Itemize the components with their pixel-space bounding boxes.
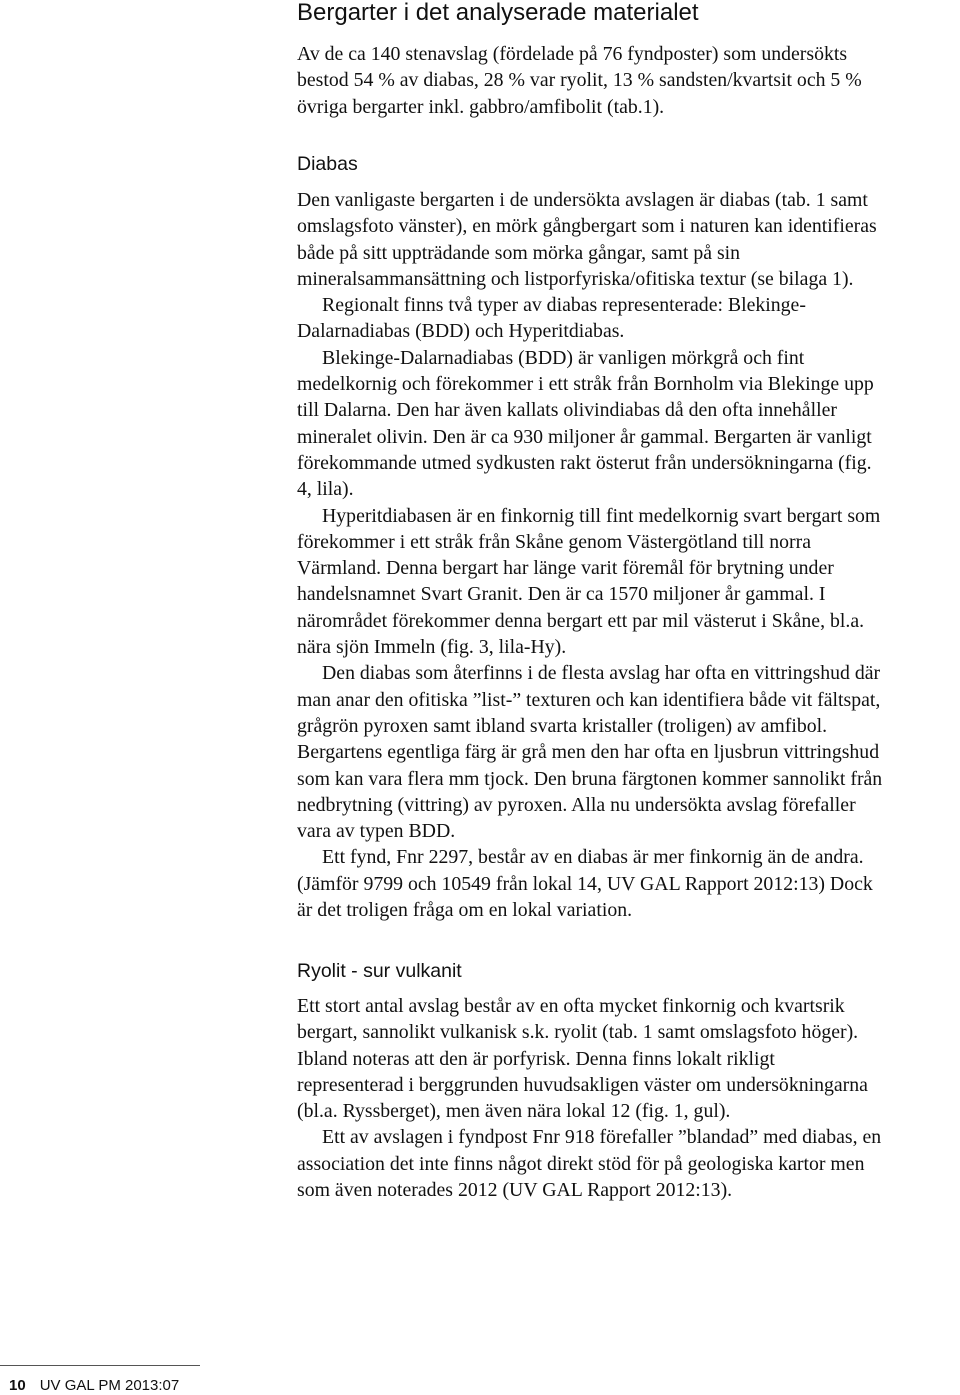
text-line: förekommer i ett stråk från Skåne genom Västergötland till norra — [297, 530, 811, 553]
page-heading: Bergarter i det analyserade materialet — [297, 0, 699, 26]
text-line: mineralsammansättning och listporfyriska/ofitiska textur (se bilaga 1). — [297, 267, 854, 290]
page-footer — [9, 1377, 179, 1395]
section-body-ryolit — [297, 993, 960, 1203]
text-line: förekommande utmed sydkusten rakt österut från undersökningarna (fig. — [297, 451, 872, 474]
text-line: som även noterades 2012 (UV GAL Rapport 2012:13). — [297, 1179, 733, 1202]
text-line: Regionalt finns två typer av diabas representerade: Blekinge- — [322, 294, 806, 317]
text-line: Ett stort antal avslag består av en ofta mycket finkornig och kvartsrik — [297, 995, 845, 1017]
text-line: till Dalarna. Den har även kallats olivindiabas då den ofta innehåller — [297, 399, 837, 422]
text-line: bestod 54 % av diabas, 28 % var ryolit, 13 % sandsten/kvartsit och 5 % — [297, 69, 862, 92]
paragraph — [297, 292, 960, 345]
text-line: man anar den ofitiska ”list-” texturen och kan identifiera både vit fältspat, — [297, 688, 881, 711]
text-line: nedbrytning (vittring) av pyroxen. Alla nu undersökta avslag förefaller — [297, 793, 856, 816]
paragraph — [297, 844, 960, 923]
paragraph — [297, 1124, 960, 1203]
text-line: Ett av avslagen i fyndpost Fnr 918 förefaller ”blandad” med diabas, en — [322, 1126, 882, 1149]
footer-divider — [0, 1365, 200, 1366]
text-line: mineralet olivin. Den är ca 930 miljoner år gammal. Bergarten är vanligt — [297, 425, 872, 448]
intro-text — [297, 41, 960, 120]
text-line: Bergartens egentliga färg är grå men den har ofta en ljusbrun vittringshud — [297, 741, 880, 764]
text-line: både på sitt uppträdande som mörka gångar, samt på sin — [297, 241, 741, 264]
section-heading-diabas: Diabas — [297, 153, 358, 175]
paragraph — [297, 660, 960, 844]
text-line: Värmland. Denna bergart har länge varit föremål för brytning under — [297, 557, 834, 580]
report-id: UV GAL PM 2013:07 — [39, 1377, 180, 1394]
paragraph — [297, 345, 960, 503]
text-line: handelsnamnet Svart Granit. Den är ca 1570 miljoner år gammal. I — [297, 583, 826, 606]
text-line: (bl.a. Ryssberget), men även nära lokal 12 (fig. 1, gul). — [297, 1100, 731, 1123]
text-line: vara av typen BDD. — [297, 820, 456, 843]
text-line: association det inte finns något direkt stöd för på geologiska kartor men — [297, 1152, 865, 1175]
text-line: grågrön pyroxen samt ibland svarta kristaller (troligen) av amfibol. — [297, 714, 828, 737]
paragraph — [297, 993, 960, 1124]
text-line: Ibland noteras att den är porfyrisk. Denna finns lokalt rikligt — [297, 1047, 775, 1070]
text-line: Hyperitdiabasen är en finkornig till fint medelkornig svart bergart som — [322, 504, 881, 527]
text-line: Den vanligaste bergarten i de undersökta avslagen är diabas (tab. 1 samt — [297, 189, 868, 211]
text-line: medelkornig och förekommer i ett stråk från Bornholm via Blekinge upp — [297, 373, 874, 396]
text-line: 4, lila). — [297, 478, 354, 501]
text-line: Dalarnadiabas (BDD) och Hyperitdiabas. — [297, 320, 625, 343]
text-line: Av de ca 140 stenavslag (fördelade på 76 fyndposter) som undersökts — [297, 43, 848, 65]
paragraph — [297, 503, 960, 661]
page-number: 10 — [9, 1377, 26, 1394]
text-line: omslagsfoto vänster), en mörk gångbergart som i naturen kan identifieras — [297, 215, 877, 238]
text-line: närområdet förekommer denna bergart ett par mil västerut i Skåne, bl.a. — [297, 609, 865, 632]
section-body-diabas — [297, 187, 960, 923]
text-line: är det troligen fråga om en lokal variation. — [297, 899, 633, 922]
text-line: Blekinge-Dalarnadiabas (BDD) är vanligen mörkgrå och fint — [322, 346, 805, 369]
text-line: nära sjön Immeln (fig. 3, lila-Hy). — [297, 636, 567, 659]
text-line: övriga bergarter inkl. gabbro/amfibolit (tab.1). — [297, 95, 665, 118]
text-line: (Jämför 9799 och 10549 från lokal 14, UV GAL Rapport 2012:13) Dock — [297, 872, 873, 895]
text-line: Den diabas som återfinns i de flesta avslag har ofta en vittringshud där — [322, 662, 881, 685]
paragraph — [297, 187, 960, 292]
text-line: representerad i berggrunden huvudsakligen väster om undersökningarna — [297, 1073, 868, 1096]
text-line: Ett fynd, Fnr 2297, består av en diabas är mer finkornig än de andra. — [322, 846, 864, 869]
text-line: bergart, sannolikt vulkanisk s.k. ryolit (tab. 1 samt omslagsfoto höger). — [297, 1021, 859, 1044]
section-heading-ryolit: Ryolit - sur vulkanit — [297, 960, 462, 982]
text-line: som kan vara flera mm tjock. Den bruna färgtonen kommer sannolikt från — [297, 767, 883, 790]
intro-paragraph — [297, 41, 960, 120]
